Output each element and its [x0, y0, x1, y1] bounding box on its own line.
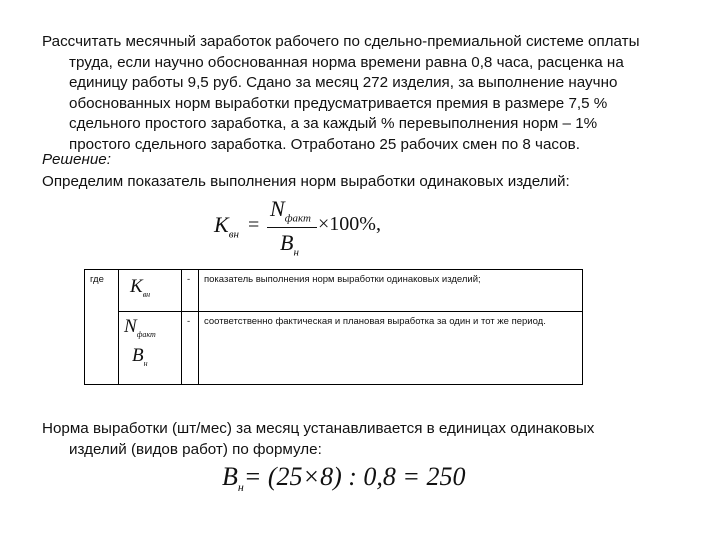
norm-statement	[42, 419, 682, 460]
dash-cell: -	[182, 270, 199, 312]
determine-text: Определим показатель выполнения норм выработки одинаковых изделий:	[42, 173, 570, 190]
symbol-k-vn: $K_{вн}$	[130, 276, 151, 299]
formula-equals: =	[248, 214, 260, 236]
problem-line: труда, если научно обоснованная норма времени равна 0,8 часа, расценка на	[69, 53, 624, 71]
symbol-cell	[119, 270, 182, 312]
norm-line: изделий (видов работ) по формуле:	[69, 440, 322, 458]
symbol-n-fakt: $N_{факт}$	[124, 316, 156, 339]
problem-line: простого сдельного заработка. Отработано 25 рабочих смен по 8 часов.	[69, 135, 580, 153]
formula-lhs: $K_{вн}$	[214, 212, 239, 241]
problem-line: Рассчитать месячный заработок рабочего по сдельно-премиальной системе оплаты	[42, 33, 640, 50]
formula-numerator: $N_{факт}$	[270, 196, 311, 225]
formula-denominator: $B_н$	[280, 230, 299, 259]
problem-line: единицу работы 9,5 руб. Сдано за месяц 272 изделия, за выполнение научно	[69, 74, 618, 91]
norm-line: Норма выработки (шт/мес) за месяц устанавливается в единицах одинаковых	[42, 420, 595, 437]
description-cell: соответственно фактическая и плановая выработка за один и тот же период.	[199, 312, 583, 385]
fraction-bar	[267, 227, 317, 228]
performance-formula	[214, 196, 404, 264]
norm-formula: $B_н= (25\times 8)$ : 0,8 = 250	[222, 462, 466, 495]
problem-statement	[42, 32, 682, 155]
symbol-cell	[119, 312, 182, 385]
problem-line: сдельного простого заработка, а за каждый % перевыполнения норм – 1%	[69, 115, 598, 132]
where-cell: где	[85, 270, 119, 385]
problem-line: обоснованных норм выработки предусматривается премия в размере 7,5 %	[69, 94, 608, 112]
legend-row	[85, 270, 583, 312]
symbol-b-n: $B_н$	[132, 344, 148, 368]
description-cell: показатель выполнения норм выработки одинаковых изделий;	[199, 270, 583, 312]
solution-label: Решение:	[42, 151, 111, 168]
legend-table	[84, 269, 583, 385]
legend-row	[85, 312, 583, 385]
formula-tail: ×100%,	[318, 213, 381, 235]
dash-cell: -	[182, 312, 199, 385]
